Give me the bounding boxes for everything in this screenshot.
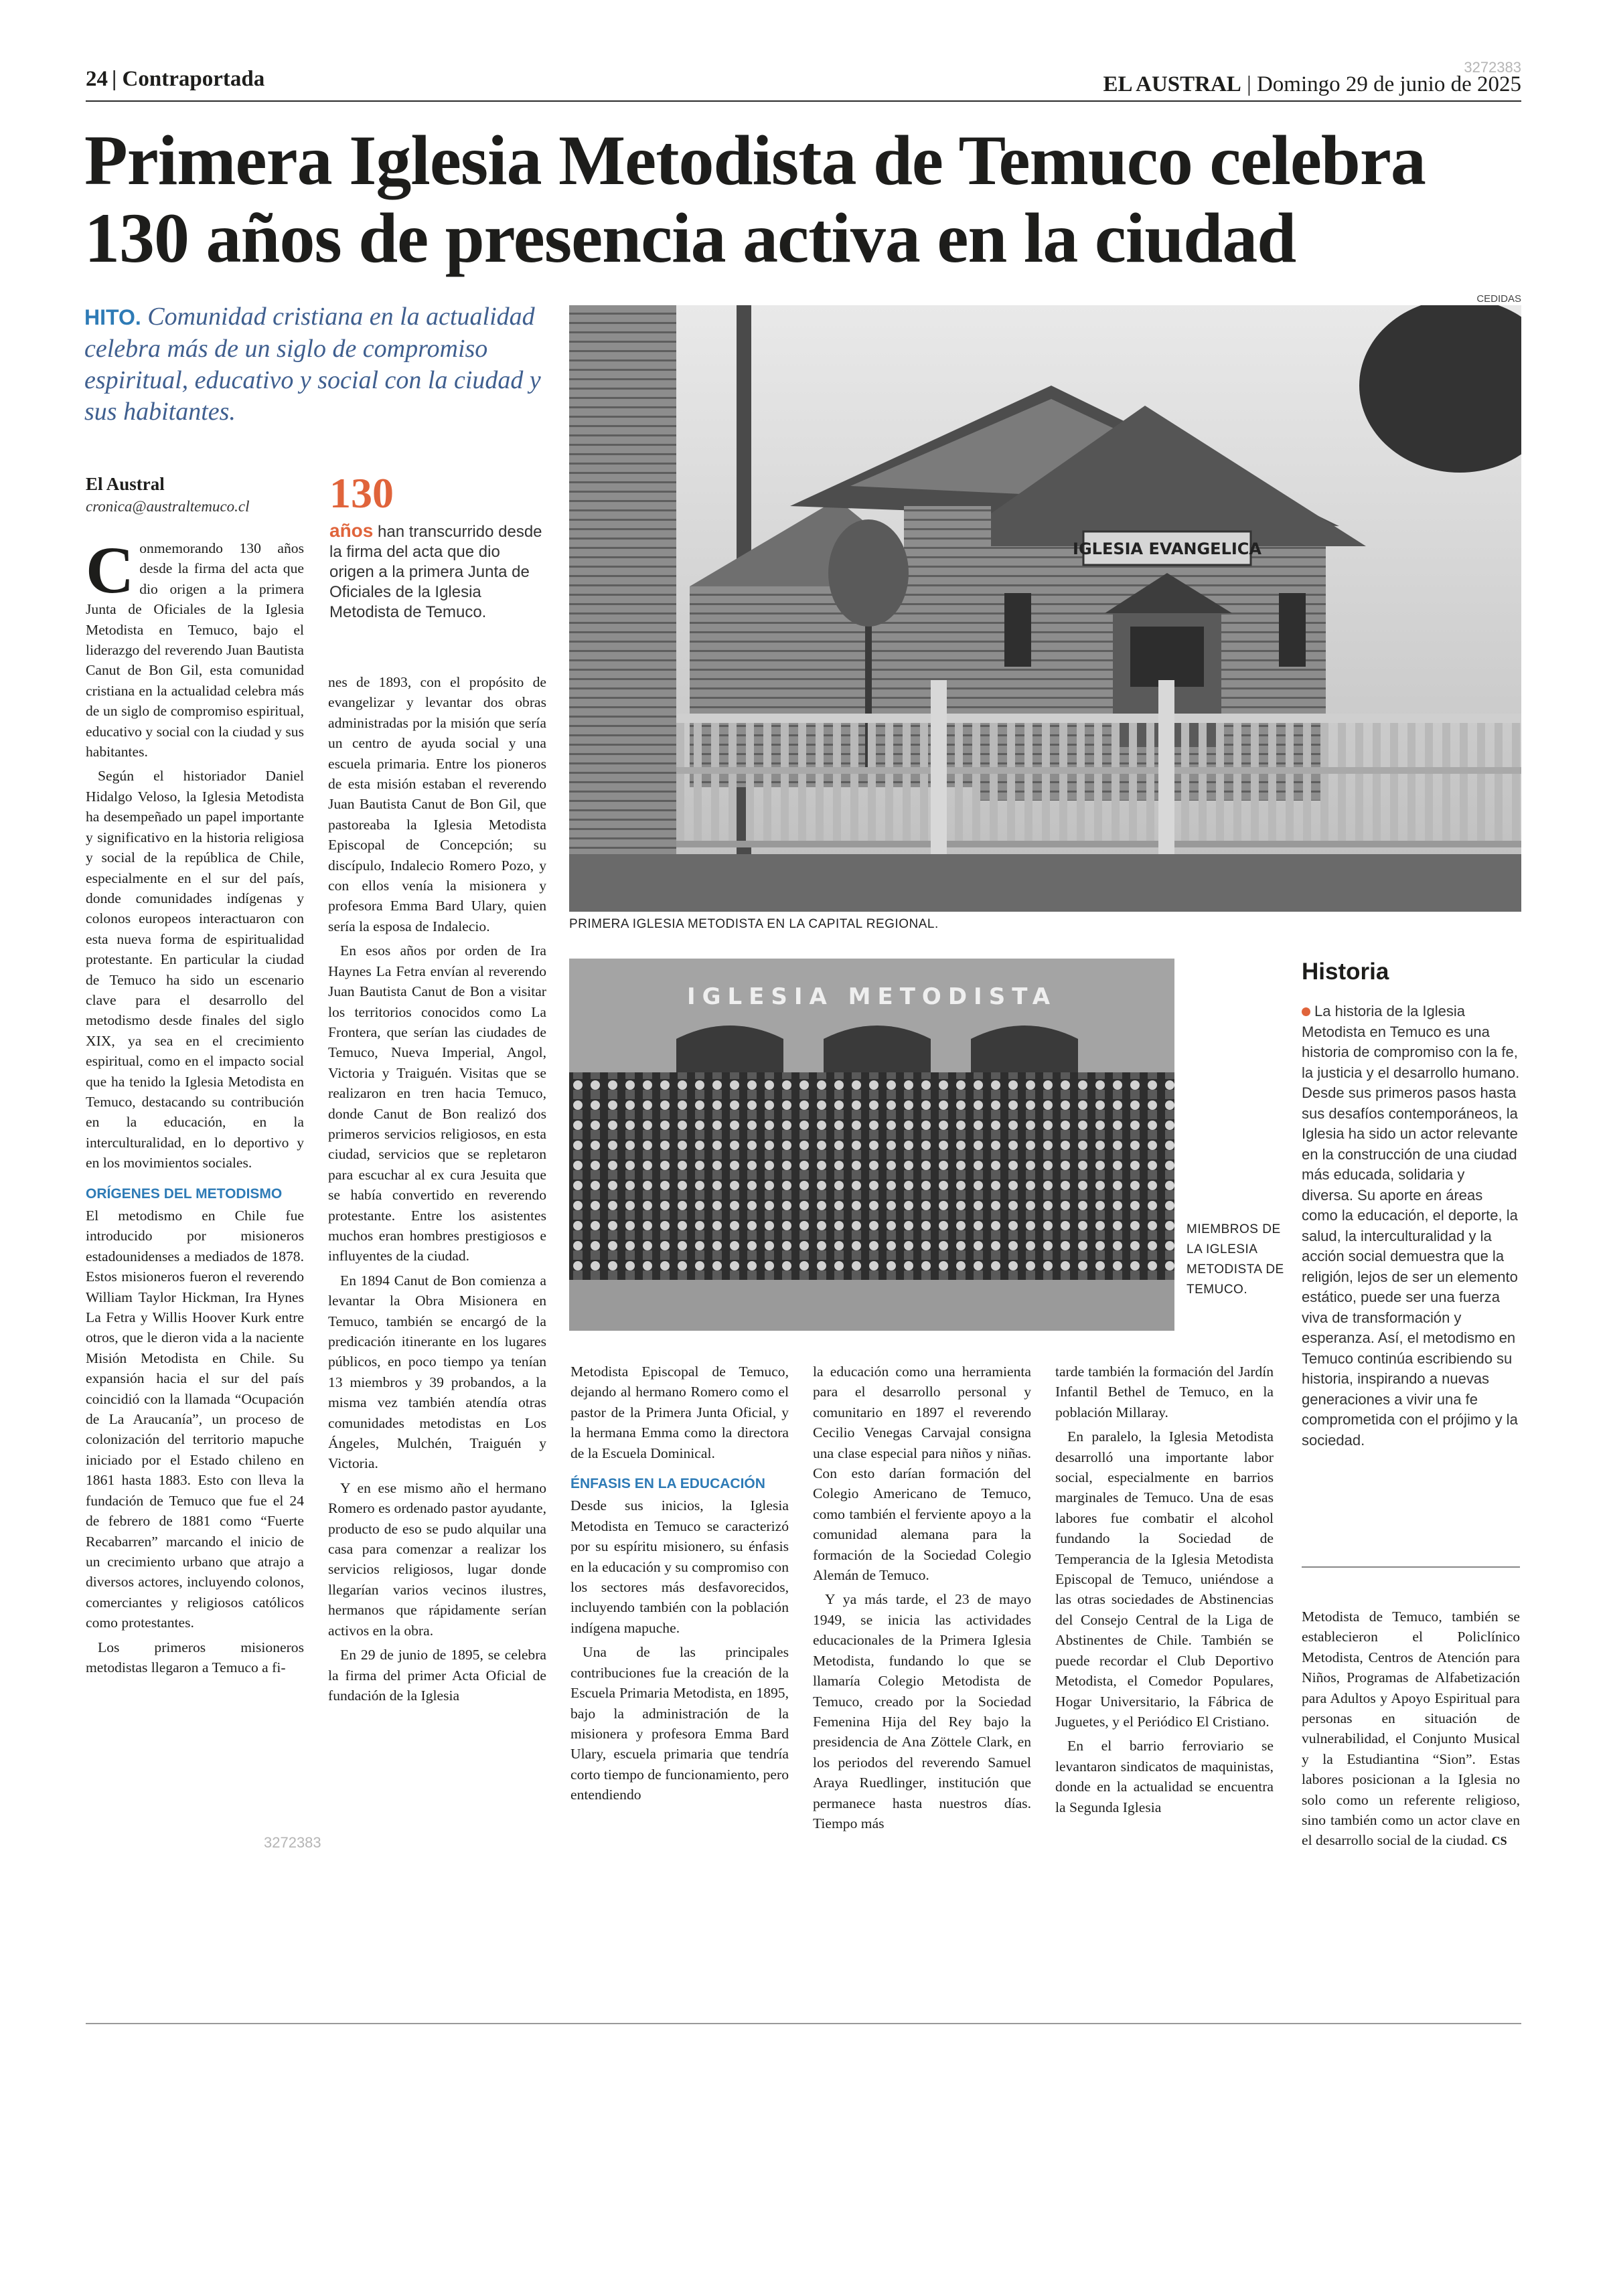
col2-paragraph-1: nes de 1893, con el propósito de evangelizar y levantar dos obras administradas por la misión que sería un centro de ayuda social y una escuela primaria. Entre los pioneros de esta misión estaban el reverendo Juan Bautista Canut de Bon Gil, que pastoreaba la Iglesia Metodista Episcopal de Concepción; su discípulo, Indalecio Romero Pozo, y con ellos venía la misionera y profesora Emma Bard Ulary, quien sería la esposa de Indalecio.: [328, 674, 546, 934]
header-rule: [86, 100, 1521, 102]
col3-paragraph-1: Metodista Episcopal de Temuco, dejando al hermano Romero como el pastor de la Primera Junta Oficial, y la hermana Emma como la directora de la Escuela Dominical.: [570, 1364, 789, 1461]
church-illustration: [569, 305, 1521, 912]
footer-rule: [86, 2023, 1521, 2024]
fact-number: 130: [329, 469, 394, 517]
col2-paragraph-2: En esos años por orden de Ira Haynes La Fetra envían al reverendo Juan Bautista Canut de Bon a visitar los territorios conocidos como La Frontera, que serían las ciudades de Temuco, Nueva Imperial, Angol, Victoria y Traiguén. Visitas que se realizaron en tren hacia Temuco, donde Canut de Bon realizó dos primeros servicios religiosos, en esta ciudad, servicios que se repletaron para escuchar al ex cura Jesuita que se había convertido en reverendo protestante. Entre los asistentes muchos eran hombres prestigiosos e influyentes de la ciudad.: [328, 942, 546, 1264]
deck-tag: HITO.: [84, 305, 141, 329]
article-title: Primera Iglesia Metodista de Temuco celebra 130 años de presencia activa en la ciudad: [84, 121, 1426, 277]
sidebar-text: [1302, 1001, 1520, 1451]
header-code: 3272383: [1464, 59, 1521, 76]
col6-paragraph-1: [1302, 1607, 1520, 1852]
church-sign: IGLESIA EVANGELICA: [1073, 540, 1261, 558]
header-separator: |: [112, 67, 117, 91]
col4-paragraph-2: Y ya más tarde, el 23 de mayo 1949, se inicia las actividades educacionales de la Primera Iglesia Metodista, fundando lo que se llamaría Colegio Metodista de Temuco, creado por la Sociedad Femenina Hija del Rey bajo la presidencia de Ana Zöttele Clark, en los periodos del reverendo Samuel Araya Ruedlinger, institución que permanece hasta nuestros días. Tiempo más: [813, 1591, 1031, 1831]
col5-paragraph-3: En el barrio ferroviario se levantaron sindicatos de maquinistas, donde en la actualidad se encuentra la Segunda Iglesia: [1055, 1738, 1274, 1815]
column-1: [86, 533, 304, 1682]
page-header-right: EL AUSTRAL | Domingo 29 de junio de 2025: [1103, 72, 1521, 96]
issue-date: Domingo 29 de junio de 2025: [1256, 72, 1521, 96]
page-number: 24: [86, 67, 108, 91]
main-photo-caption: PRIMERA IGLESIA METODISTA EN LA CAPITAL REGIONAL.: [569, 917, 939, 931]
column-2: [328, 672, 546, 1710]
bullet-dot-icon: [1302, 1007, 1310, 1016]
col2-paragraph-4: Y en ese mismo año el hermano Romero es ordenado pastor ayudante, producto de eso se pudo alquilar una casa para comenzar a realizar los servicios religiosos, lugar donde llegarían varios vecinos ilustres, hermanos que rápidamente serían activos en la obra.: [328, 1479, 546, 1639]
column-6: [1302, 1607, 1520, 1856]
photo-credit: CEDIDAS: [1476, 293, 1521, 305]
fact-lead: años: [329, 520, 374, 541]
col1-paragraph-1: [86, 533, 304, 762]
col1-p1-text: onmemorando 130 años desde la firma del acta que dio origen a la primera Junta de Oficiales de la Iglesia Metodista en Temuco, bajo el liderazgo del reverendo Juan Bautista Canut de Bon Gil, esta comunidad cristiana en la actualidad celebra más de un siglo de compromiso espiritual, educativo y social con la ciudad y sus habitantes.: [86, 540, 304, 760]
group-sign: IGLESIA METODISTA: [686, 983, 1057, 1010]
watermark: 3272383: [264, 1834, 321, 1851]
fact-body: han transcurrido desde la firma del acta que dio origen a la primera Junta de Oficiales de la Iglesia Metodista de Temuco.: [329, 523, 542, 621]
col4-paragraph-1: la educación como una herramienta para el desarrollo personal y comunitario en 1897 el reverendo Cecilio Venegas Carvajal consigna una clase especial para niños y niñas. Con esto darían formación del Colegio Americano de Temuco, como también el ferviente apoyo a la comunidad alemana para la formación de la Sociedad Colegio Alemán de Temuco.: [813, 1364, 1031, 1584]
col1-paragraph-4: Los primeros misioneros metodistas llegaron a Temuco a fi-: [86, 1639, 304, 1675]
article-deck: [84, 301, 553, 428]
sidebar-body: La historia de la Iglesia Metodista en Temuco es una historia de compromiso con la fe, la justicia y el desarrollo humano. Desde sus primeros pasos hasta sus desafíos contemporáneos, la Iglesia ha sido un actor relevante en la construcción de una ciudad más educada, solidaria y diversa. Su aporte en áreas como la educación, el deporte, la salud, la interculturalidad y la acción social demuestra que la religión, lejos de ser un elemento estático, puede ser una fuerza viva de transformación y esperanza. Así, el metodismo en Temuco continúa escribiendo su historia, inspirando a nuevas generaciones a vivir una fe comprometida con el prójimo y la sociedad.: [1302, 1003, 1520, 1449]
col2-paragraph-5: En 29 de junio de 1895, se celebra la firma del primer Acta Oficial de fundación de la Iglesia: [328, 1647, 546, 1704]
sidebar-heading: Historia: [1302, 959, 1389, 985]
end-mark: CS: [1491, 1834, 1507, 1848]
drop-cap: C: [86, 533, 135, 607]
church-photo: [569, 305, 1521, 912]
column-3: [570, 1362, 789, 1809]
page-header-left: [86, 67, 264, 92]
fact-text: [329, 521, 544, 623]
section-name: Contraportada: [122, 67, 265, 91]
subhead-origenes: ORÍGENES DEL METODISMO: [86, 1185, 283, 1202]
group-photo: [569, 959, 1174, 1331]
deck-text: Comunidad cristiana en la actualidad celebra más de un siglo de compromiso espiritual, educativo y social con la ciudad y sus habitantes.: [84, 303, 541, 426]
col3-paragraph-3: Una de las principales contribuciones fue la creación de la Escuela Primaria Metodista, en 1895, bajo la administración de la misionera y profesora Emma Bard Ulary, escuela primaria que tendría corto tiempo de funcionamiento, pero entendiendo: [570, 1644, 789, 1803]
byline-email[interactable]: cronica@australtemuco.cl: [86, 498, 250, 515]
subhead-educacion: ÉNFASIS EN LA EDUCACIÓN: [570, 1476, 765, 1492]
col1-paragraph-3: El metodismo en Chile fue introducido por misioneros estadounidenses a mediados de 1878. Estos misioneros fueron el reverendo William Taylor Hickman, Ira Hynes La Fetra y Willis Hoover Kurk entre otros, que le dieron vida a la naciente Misión Metodista en Chile. Su expansión hacia el sur del país coincidió con la llamada “Ocupación de La Araucanía”, un proceso de colonización del territorio mapuche iniciado por el Estado chileno en 1861 hasta 1883. Esto con lleva la fundación de Temuco que fue el 24 de febrero de 1881 como “Fuerte Recabarren” marcando el inicio de un crecimiento urbano que atrajo a diversos actores, incluyendo colonos, comerciantes y religiosos católicos como protestantes.: [86, 1208, 304, 1631]
col5-paragraph-2: En paralelo, la Iglesia Metodista desarrolló una importante labor social, especialmente en barrios marginales de Temuco. Una de esas labores fue combatir el alcohol fundando la Sociedad de Temperancia de la Iglesia Metodista Episcopal de Temuco, uniéndose a las otras sociedades de Abstinencias del Consejo Central de la Liga de Abstinentes de Chile. También se puede recordar el Club Deportivo Metodista, el Comedor Populares, Hogar Universitario, la Fábrica de Juguetes, y el Periódico El Cristiano.: [1055, 1428, 1274, 1730]
col2-paragraph-3: En 1894 Canut de Bon comienza a levantar la Obra Misionera en Temuco, también se encargó de la predicación itinerante en los lugares públicos, en poco tiempo ya tenían 13 miembros y 39 probandos, a la misma vez también atendía otras comunidades metodistas en Los Ángeles, Mulchén, Traiguén y Victoria.: [328, 1272, 546, 1472]
group-photo-caption: MIEMBROS DE LA IGLESIA METODISTA DE TEMUCO.: [1187, 1222, 1284, 1297]
newspaper-name: EL AUSTRAL: [1103, 72, 1241, 96]
column-4: [813, 1362, 1031, 1837]
col1-paragraph-2: Según el historiador Daniel Hidalgo Veloso, la Iglesia Metodista ha desempeñado un papel importante y significativo en la historia religiosa y social de la república de Chile, especialmente en el sur del país, donde comunidades indígenas y colonos europeos interactuaron con esta nueva forma de espiritualidad protestante. En particular la ciudad de Temuco ha sido un escenario clave para el desarrollo del metodismo desde finales del siglo XIX, ya sea en el crecimiento espiritual, como en el impacto social que ha tenido la Iglesia Metodista en Temuco, destacando su contribución en la educación, en la interculturalidad, en lo deportivo y en los movimientos sociales.: [86, 768, 304, 1171]
group-illustration: [569, 959, 1174, 1331]
column-5: [1055, 1362, 1274, 1821]
col6-p1-text: Metodista de Temuco, también se establecieron el Policlínico Metodista, Centros de Atención para Niños, Programas de Alfabetización para Adultos y Apoyo Espiritual para personas en situación de vulnerabilidad, el Conjunto Musical y la Estudiantina “Sion”. Estas labores posicionan a la Iglesia no solo como un referente religioso, sino también como un actor clave en el desarrollo social de la ciudad.: [1302, 1609, 1520, 1849]
col5-paragraph-1: tarde también la formación del Jardín Infantil Bethel de Temuco, en la población Millaray.: [1055, 1364, 1274, 1420]
col3-paragraph-2: Desde sus inicios, la Iglesia Metodista en Temuco se caracterizó por su espíritu misionero, su énfasis en la educación y su compromiso con los sectores más desfavorecidos, incluyendo también con la población indígena mapuche.: [570, 1497, 789, 1636]
sidebar-rule: [1302, 1566, 1520, 1568]
byline-author: El Austral: [86, 474, 165, 494]
